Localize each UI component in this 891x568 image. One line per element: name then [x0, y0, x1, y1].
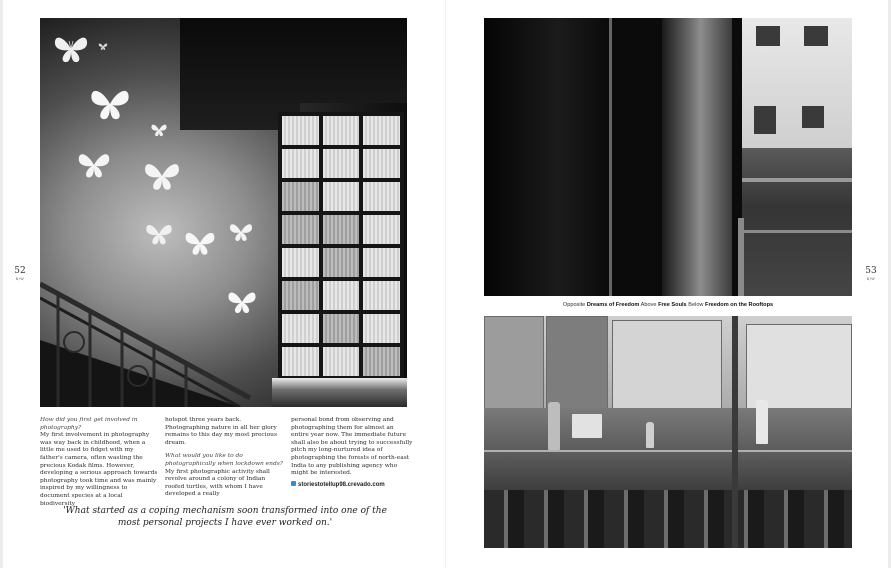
interview-answer-1-continued: hotspot three years back. Photographing nature in all her glory remains to this day my most precious dream.: [165, 417, 277, 446]
butterfly-icon: [98, 42, 108, 51]
photo-dreams-of-freedom: [40, 18, 407, 407]
photo-rooftop: [484, 408, 852, 450]
photo-building: [484, 316, 544, 412]
photo-person: [646, 422, 654, 448]
butterfly-icon: [226, 284, 258, 320]
left-page-edge: [0, 0, 3, 568]
photo-water-tanks: [484, 490, 852, 548]
butterfly-icon: [144, 220, 174, 248]
caption-title-below: Freedom on the Rooftops: [705, 302, 774, 308]
photo-person: [548, 402, 560, 450]
photo-railing: [742, 178, 852, 182]
caption-label-opposite: Opposite: [562, 302, 586, 308]
page-number-left: [13, 266, 27, 281]
photo-palm-tree: [732, 316, 738, 548]
photo-free-souls: [484, 18, 852, 296]
barred-window: [278, 112, 404, 380]
butterfly-icon: [183, 222, 217, 264]
caption-title-opposite: Dreams of Freedom: [586, 302, 640, 308]
butterfly-icon: [142, 158, 182, 194]
photo-person: [756, 400, 768, 444]
photo-building: [746, 324, 852, 412]
building-window: [756, 26, 780, 46]
page-number-left-value: 52: [14, 266, 26, 276]
building-window: [804, 26, 828, 46]
caption-label-below: Below: [688, 302, 704, 308]
photo-building: [612, 320, 722, 412]
interview-column-1: [40, 417, 158, 514]
photo-freedom-on-the-rooftops: [484, 316, 852, 548]
building-window: [802, 106, 824, 128]
interview-answer-1: My first involvement in photography was way back in childhood, when a little me used to fidget with my father's camera, often wasting the precious Kodak films. However, developing a serious approach towards photography took time and was mainly inspired by my willingness to document species at a local biodiversity: [40, 432, 158, 507]
photo-light-strip: [609, 18, 612, 296]
photo-pipe: [738, 230, 852, 233]
interview-question-2: What would you like to do photographically when lockdown ends?: [165, 453, 283, 467]
photo-curtain: [662, 18, 732, 296]
folio-mark-left: B/W: [15, 277, 25, 281]
photo-building: [546, 316, 608, 416]
photo-box: [572, 414, 602, 438]
spread-gutter: [445, 0, 446, 568]
photo-wall: [742, 148, 852, 296]
interview-answer-2: My first photographic activity shall revolve around a colony of Indian roofed turtles, with whom I have developed a really: [165, 468, 270, 498]
building-window: [754, 106, 776, 134]
website-url[interactable]: storiestotellup98.crevado.com: [298, 482, 385, 488]
window-sill: [272, 378, 407, 407]
website-link[interactable]: [291, 481, 385, 488]
photo-shadow: [484, 18, 609, 296]
pull-quote: 'What started as a coping mechanism soon transformed into one of the most personal projects I have ever worked on.': [63, 506, 387, 528]
interview-answer-2-continued: personal bond from observing and photographing them for almost an entire year now. The immediate future shall also be about trying to successfully pitch my long-nurtured idea of photographing the forests of north-east India to any publishing agency who might be interested.: [291, 417, 413, 477]
butterfly-icon: [88, 84, 132, 124]
folio-mark-right: B/W: [866, 277, 876, 281]
photo-caption: [484, 302, 852, 308]
interview-column-3: [291, 417, 413, 484]
page-number-right-value: 53: [865, 266, 877, 276]
interview-question-1: How did you first get involved in photography?: [40, 417, 138, 431]
interview-column-2: [165, 417, 285, 505]
web-link-icon: [291, 481, 296, 486]
photo-parapet: [484, 450, 852, 490]
caption-label-above: Above: [640, 302, 657, 308]
butterfly-icon: [52, 32, 90, 66]
butterfly-icon: [150, 122, 168, 138]
caption-title-above: Free Souls: [658, 302, 687, 308]
butterfly-icon: [76, 148, 112, 182]
butterfly-icon: [228, 218, 254, 246]
page-number-right: [864, 266, 878, 281]
